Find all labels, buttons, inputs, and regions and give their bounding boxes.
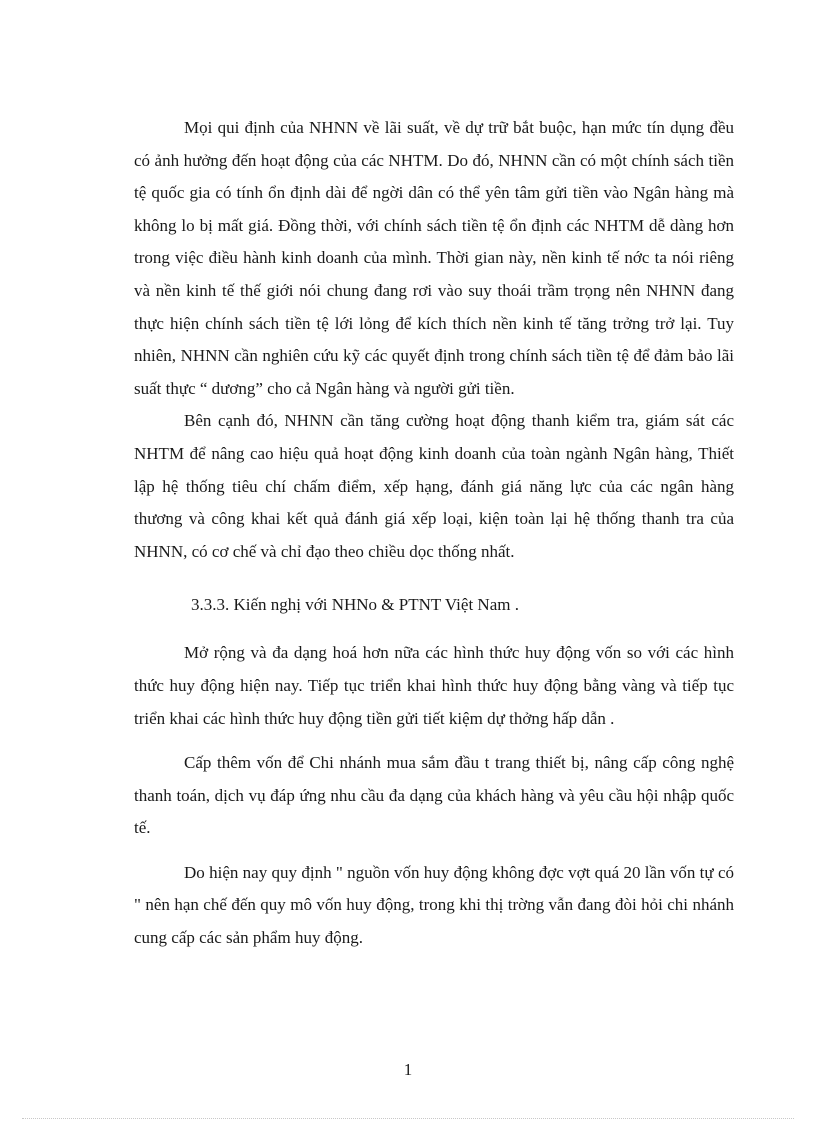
document-body xyxy=(134,112,734,955)
page-number: 1 xyxy=(403,1060,413,1079)
paragraph-capital-mobilization: Mở rộng và đa dạng hoá hơn nữa các hình thức huy động vốn so với các hình thức huy động hiện nay. Tiếp tục triển khai hình thức huy động bằng vàng và tiếp tục triển khai các hình thức huy động tiền gửi tiết kiệm dự thởng hấp dẫn . xyxy=(134,643,734,728)
paragraph-supervision: Bên cạnh đó, NHNN cần tăng cường hoạt động thanh kiểm tra, giám sát các NHTM để nâng cao hiệu quả hoạt động kinh doanh của toàn ngành Ngân hàng, Thiết lập hệ thống tiêu chí chấm điểm, xếp hạng, đánh giá năng lực của các ngân hàng thương và công khai kết quả đánh giá xếp loại, kiện toàn lại hệ thống thanh tra của NHNN, có cơ chế và chỉ đạo theo chiều dọc thống nhất. xyxy=(134,411,734,561)
section-heading: 3.3.3. Kiến nghị với NHNo & PTNT Việt Nam . xyxy=(191,595,519,615)
paragraph-regulation: Do hiện nay quy định " nguồn vốn huy động không đợc vợt quá 20 lần vốn tự có " nên hạn chế đến quy mô vốn huy động, trong khi thị trờng vẫn đang đòi hỏi chi nhánh cung cấp các sản phẩm huy động. xyxy=(134,862,734,948)
paragraph-monetary-policy: Mọi qui định của NHNN về lãi suất, về dự trữ bắt buộc, hạn mức tín dụng đều có ảnh hưởng đến hoạt động của các NHTM. Do đó, NHNN cần có một chính sách tiền tệ quốc gia có tính ổn định dài để ngời dân có thể yên tâm gửi tiền vào Ngân hàng mà không lo bị mất giá. Đồng thời, với chính sách tiền tệ ổn định các NHTM dễ dàng hơn trong việc điều hành kinh doanh của mình. Thời gian này, nền kinh tế nớc ta nói riêng và nền kinh tế thế giới nói chung đang rơi vào suy thoái trầm trọng nên NHNN đang thực hiện chính sách tiền tệ lới lỏng để kích thích nền kinh tế tăng trởng trở lại. Tuy nhiên, NHNN cần nghiên cứu kỹ các quyết định trong chính sách tiền tệ để đảm bảo lãi suất thực “ dương” cho cả Ngân hàng và người gửi tiền. xyxy=(134,118,734,398)
paragraph-additional-capital: Cấp thêm vốn để Chi nhánh mua sắm đầu t trang thiết bị, nâng cấp công nghệ thanh toán, dịch vụ đáp ứng nhu cầu đa dạng của khách hàng và yêu cầu hội nhập quốc tế. xyxy=(134,753,734,838)
page-bottom-divider xyxy=(22,1118,794,1119)
